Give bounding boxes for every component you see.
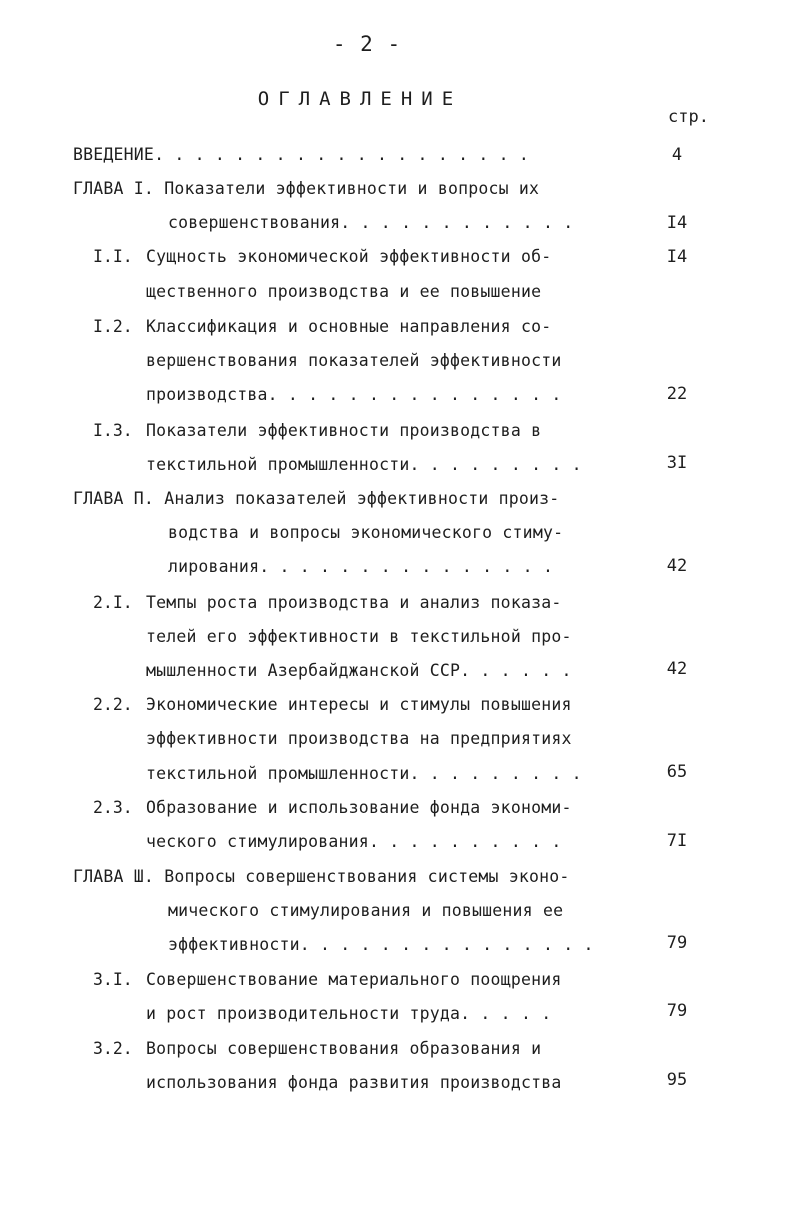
page-column-header: стр. [668, 107, 709, 127]
toc-section-2-2-line-2: эффективности производства на предприятиях [146, 729, 572, 748]
toc-page-chapter-3: 79 [666, 933, 688, 953]
toc-section-2-2-line-3: текстильной промышленности. . . . . . . . . [146, 764, 582, 783]
toc-section-2-3-line-2: ческого стимулирования. . . . . . . . . . [146, 832, 562, 851]
toc-section-number: I.I. [93, 247, 133, 266]
toc-section-3-2-line-2: использования фонда развития производства [146, 1073, 562, 1092]
toc-section-number: 2.I. [93, 593, 133, 612]
toc-section-number: 3.2. [93, 1039, 133, 1058]
toc-section-2-1-line-1: Темпы роста производства и анализ показа- [146, 593, 562, 612]
toc-section-2-1-line-2: телей его эффективности в текстильной про- [146, 627, 572, 646]
toc-section-1-2-line-2: вершенствования показателей эффективности [146, 351, 562, 370]
toc-page-section-1-1: I4 [666, 247, 688, 267]
toc-chapter-2-line-2: водства и вопросы экономического стиму- [168, 523, 564, 542]
toc-section-1-3-line-1: Показатели эффективности производства в [146, 421, 542, 440]
toc-page-chapter-1: I4 [666, 213, 688, 233]
toc-section-3-2-line-1: Вопросы совершенствования образования и [146, 1039, 542, 1058]
toc-page-chapter-2: 42 [666, 556, 688, 576]
page-number: - 2 - [332, 32, 402, 56]
toc-section-number: 2.3. [93, 798, 133, 817]
toc-chapter-3-line-2: мического стимулирования и повышения ее [168, 901, 564, 920]
toc-section-3-1-line-1: Совершенствование материального поощрения [146, 970, 562, 989]
toc-section-number: I.3. [93, 421, 133, 440]
toc-chapter-3-line-3: эффективности. . . . . . . . . . . . . . . [168, 935, 594, 954]
toc-section-3-1-line-2: и рост производительности труда. . . . . [146, 1004, 552, 1023]
toc-chapter-2-line-3: лирования. . . . . . . . . . . . . . . [168, 557, 554, 576]
toc-page-section-2-2: 65 [666, 762, 688, 782]
toc-chapter-3-line-1: ГЛАВА Ш. Вопросы совершенствования системы эконо- [73, 867, 570, 886]
toc-page-section-1-3: 3I [666, 453, 688, 473]
toc-section-number: 2.2. [93, 695, 133, 714]
toc-page-section-1-2: 22 [666, 384, 688, 404]
toc-page-section-3-2: 95 [666, 1070, 688, 1090]
toc-section-1-2-line-3: производства. . . . . . . . . . . . . . . [146, 385, 562, 404]
toc-page-intro: 4 [671, 145, 683, 165]
toc-page-section-3-1: 79 [666, 1001, 688, 1021]
toc-section-2-3-line-1: Образование и использование фонда экономи- [146, 798, 572, 817]
toc-section-1-1-line-2: щественного производства и ее повышение [146, 282, 542, 301]
toc-section-number: 3.I. [93, 970, 133, 989]
toc-page-section-2-3: 7I [666, 831, 688, 851]
toc-chapter-1-line-1: ГЛАВА I. Показатели эффективности и вопросы их [73, 179, 540, 198]
toc-section-1-2-line-1: Классификация и основные направления со- [146, 317, 552, 336]
toc-section-1-1-line-1: Сущность экономической эффективности об- [146, 247, 552, 266]
toc-section-1-3-line-2: текстильной промышленности. . . . . . . . . [146, 455, 582, 474]
toc-section-2-2-line-1: Экономические интересы и стимулы повышения [146, 695, 572, 714]
toc-page-section-2-1: 42 [666, 659, 688, 679]
toc-entry-intro: ВВЕДЕНИЕ. . . . . . . . . . . . . . . . . . . [73, 145, 530, 164]
toc-chapter-2-line-1: ГЛАВА П. Анализ показателей эффективности произ- [73, 489, 560, 508]
toc-section-2-1-line-3: мышленности Азербайджанской ССР. . . . . . [146, 661, 572, 680]
toc-title: ОГЛАВЛЕНИЕ [257, 88, 463, 110]
toc-section-number: I.2. [93, 317, 133, 336]
toc-chapter-1-line-2: совершенствования. . . . . . . . . . . . [168, 213, 574, 232]
